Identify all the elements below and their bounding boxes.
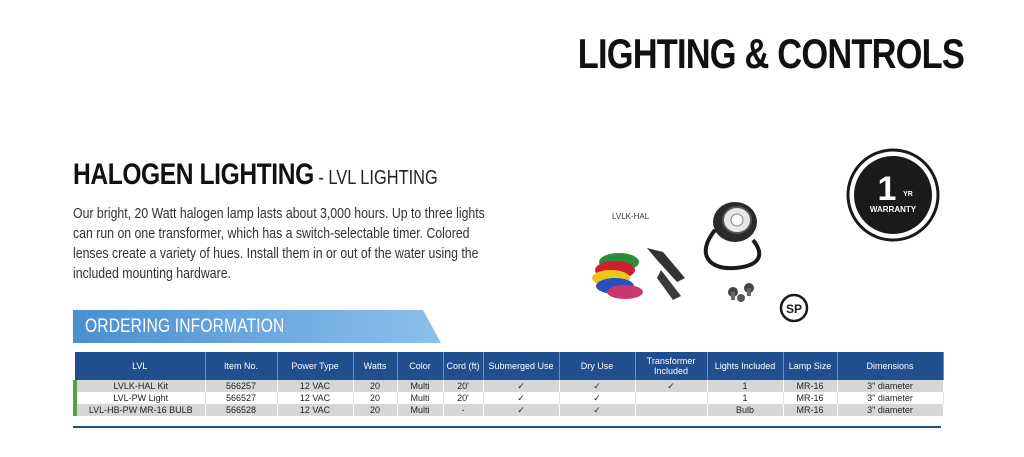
product-description: Our bright, 20 Watt halogen lamp lasts about 3,000 hours. Up to three lights can run on one transformer, which has a switch-selectable timer. Colored lenses create a variety of hues. Install them in or out of the water using the included mounting hardware. bbox=[73, 205, 485, 282]
table-row bbox=[75, 392, 943, 404]
table-cell: 3" diameter bbox=[837, 404, 943, 416]
table-cell: 12 VAC bbox=[277, 392, 353, 404]
table-cell: 566257 bbox=[205, 380, 277, 392]
table-cell: ✓ bbox=[635, 380, 707, 392]
warranty-text: WARRANTY bbox=[869, 205, 917, 214]
certification-mark: SP bbox=[785, 302, 803, 316]
table-cell: 12 VAC bbox=[277, 380, 353, 392]
warranty-number: 1 bbox=[877, 170, 897, 208]
table-cell: - bbox=[443, 404, 483, 416]
column-header: Watts bbox=[353, 352, 397, 380]
table-cell: MR-16 bbox=[783, 404, 837, 416]
table-cell: ✓ bbox=[483, 404, 559, 416]
table-cell: 3" diameter bbox=[837, 380, 943, 392]
warranty-badge-icon bbox=[846, 148, 940, 242]
table-cell: 20' bbox=[443, 392, 483, 404]
column-header: Dry Use bbox=[559, 352, 635, 380]
heading-sub: LVL LIGHTING bbox=[328, 167, 438, 189]
table-cell: ✓ bbox=[559, 380, 635, 392]
column-header: LVL bbox=[75, 352, 205, 380]
table-cell bbox=[635, 392, 707, 404]
heading-separator: - bbox=[313, 167, 329, 189]
table-bottom-rule bbox=[73, 426, 941, 428]
table-cell: 20 bbox=[353, 404, 397, 416]
column-header: Lamp Size bbox=[783, 352, 837, 380]
table-cell: 566528 bbox=[205, 404, 277, 416]
ordering-information-label: ORDERING INFORMATION bbox=[85, 316, 285, 337]
column-header: Power Type bbox=[277, 352, 353, 380]
table-cell: LVLK-HAL Kit bbox=[75, 380, 205, 392]
table-cell: LVL-PW Light bbox=[75, 392, 205, 404]
table-cell: LVL-HB-PW MR-16 BULB bbox=[75, 404, 205, 416]
table-row bbox=[75, 380, 943, 392]
table-cell: ✓ bbox=[483, 380, 559, 392]
table-cell: ✓ bbox=[559, 404, 635, 416]
table-cell: 566527 bbox=[205, 392, 277, 404]
ordering-table bbox=[73, 352, 944, 416]
table-cell: 20' bbox=[443, 380, 483, 392]
column-header: Dimensions bbox=[837, 352, 943, 380]
column-header: Transformer Included bbox=[635, 352, 707, 380]
heading-main: HALOGEN LIGHTING bbox=[73, 158, 314, 191]
table-cell bbox=[635, 404, 707, 416]
table-cell: 12 VAC bbox=[277, 404, 353, 416]
table-cell: MR-16 bbox=[783, 380, 837, 392]
product-heading bbox=[73, 158, 438, 192]
column-header: Color bbox=[397, 352, 443, 380]
table-cell: 3" diameter bbox=[837, 392, 943, 404]
column-header: Lights Included bbox=[707, 352, 783, 380]
csa-certification-icon bbox=[778, 292, 810, 324]
table-cell: ✓ bbox=[483, 392, 559, 404]
table-cell: 1 bbox=[707, 392, 783, 404]
product-kit-label: LVLK-HAL bbox=[612, 212, 650, 221]
table-header-row bbox=[75, 352, 943, 380]
column-header: Submerged Use bbox=[483, 352, 559, 380]
column-header: Cord (ft) bbox=[443, 352, 483, 380]
table-row bbox=[75, 404, 943, 416]
table-cell: 1 bbox=[707, 380, 783, 392]
table-cell: ✓ bbox=[559, 392, 635, 404]
table-cell: Multi bbox=[397, 404, 443, 416]
table-cell: Bulb bbox=[707, 404, 783, 416]
table-cell: Multi bbox=[397, 380, 443, 392]
ordering-information-banner bbox=[73, 310, 443, 343]
table-cell: 20 bbox=[353, 380, 397, 392]
warranty-unit: YR bbox=[903, 191, 913, 198]
table-cell: Multi bbox=[397, 392, 443, 404]
table-cell: 20 bbox=[353, 392, 397, 404]
section-title: LIGHTING & CONTROLS bbox=[577, 30, 964, 77]
column-header: Item No. bbox=[205, 352, 277, 380]
table-cell: MR-16 bbox=[783, 392, 837, 404]
